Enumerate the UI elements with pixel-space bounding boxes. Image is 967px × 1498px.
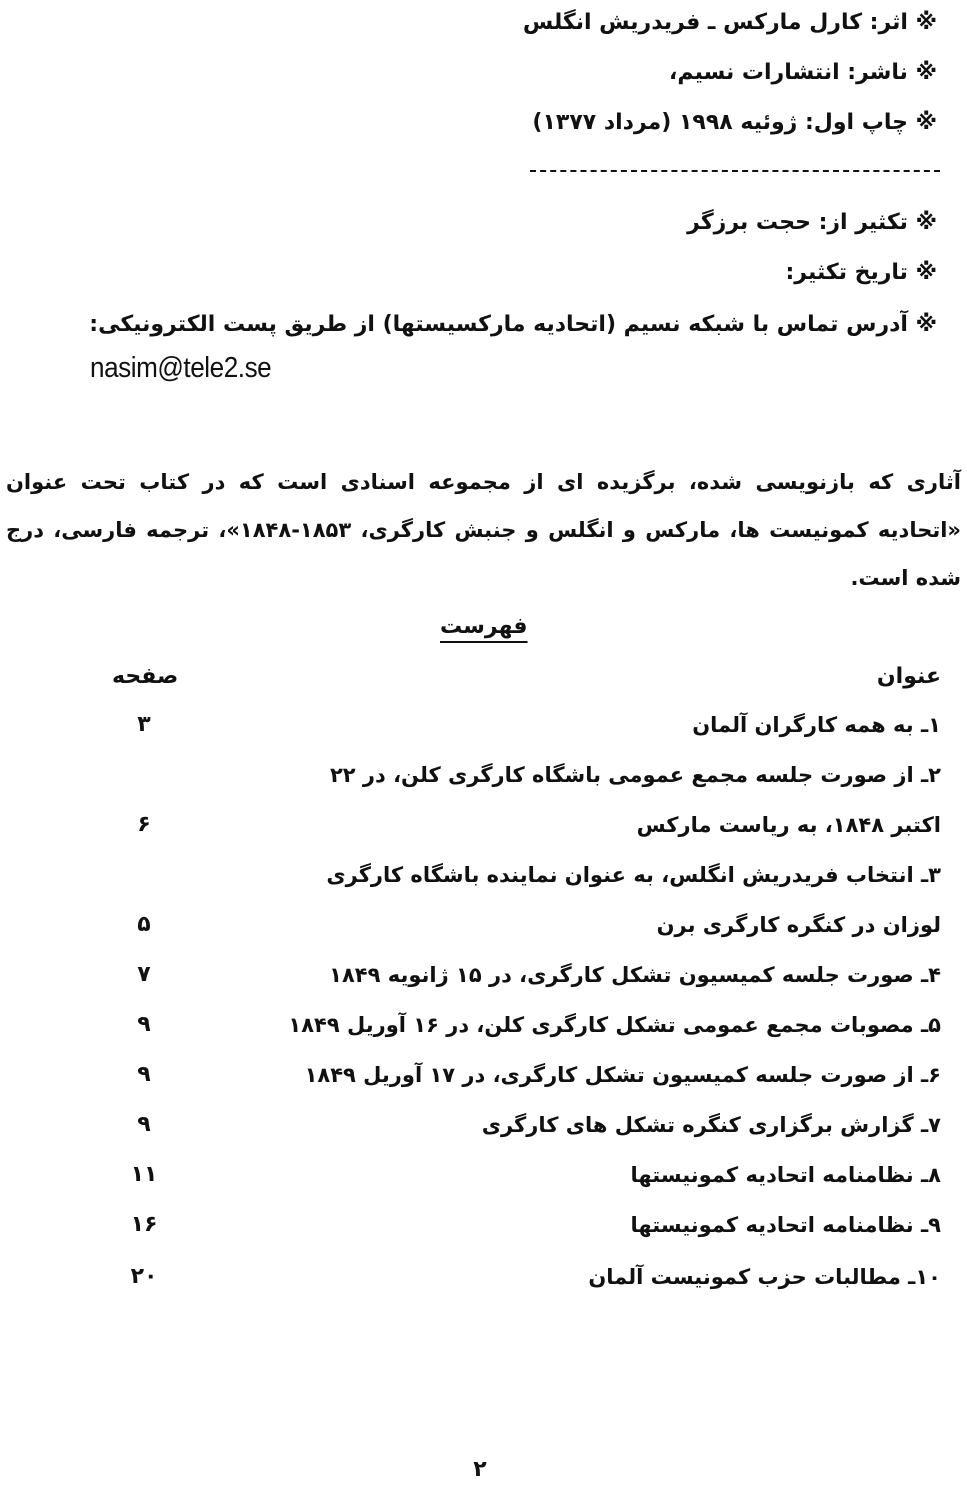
author-line: ※ اثر: کارل مارکس ـ فریدریش انگلس	[522, 10, 937, 35]
toc-entry-page: ۱۱	[130, 1162, 158, 1187]
toc-entry-page: ۳	[137, 712, 151, 737]
toc-entry-title: ۳ـ انتخاب فریدریش انگلس، به عنوان نماینده باشگاه کارگری	[326, 863, 941, 887]
toc-header-page: صفحه	[112, 664, 179, 689]
toc-entry-title: ۹ـ نظامنامه اتحادیه کمونیستها	[630, 1213, 941, 1237]
toc-entry[interactable]	[0, 860, 967, 960]
toc-entry[interactable]	[0, 960, 967, 1010]
toc-entry-page: ۱۶	[130, 1212, 158, 1237]
toc-entry[interactable]	[0, 1160, 967, 1210]
toc-entry-page: ۷	[137, 962, 151, 987]
toc-entry[interactable]	[0, 710, 967, 760]
toc-entry-page: ۵	[137, 912, 151, 937]
toc-entry-page: ۹	[137, 1012, 151, 1037]
toc-entry-title: ۴ـ صورت جلسه کمیسیون تشکل کارگری، در ۱۵ ژانویه ۱۸۴۹	[329, 963, 941, 987]
toc-entry[interactable]	[0, 1060, 967, 1110]
toc-entry-page: ۶	[137, 812, 151, 837]
toc-entry[interactable]	[0, 1262, 967, 1312]
copy-date-line: ※ تاریخ تکثیر:	[785, 260, 937, 285]
page-number: ۲	[473, 1457, 487, 1482]
toc-title: فهرست	[440, 614, 528, 639]
intro-paragraph: آثاری که بازنویسی شده، برگزیده ای از مجموعه اسنادی است که در کتاب تحت عنوان «اتحادیه کمونیست ها، مارکس و انگلس و جنبش کارگری، ۱۸۵۳-۱۸۴۸»، ترجمه فارسی، درج شده است.	[6, 470, 961, 590]
toc-entry[interactable]	[0, 1210, 967, 1260]
copier-line: ※ تکثیر از: حجت برزگر	[687, 210, 937, 235]
toc-entry-title-cont: لوزان در کنگره کارگری برن	[656, 913, 941, 937]
publisher-line: ※ ناشر: انتشارات نسیم،	[669, 60, 937, 85]
toc-entry-title: ۸ـ نظامنامه اتحادیه کمونیستها	[630, 1163, 941, 1187]
toc-entry[interactable]	[0, 1010, 967, 1060]
toc-entry[interactable]	[0, 760, 967, 860]
toc-entry-title: ۲ـ از صورت جلسه مجمع عمومی باشگاه کارگری کلن، در ۲۲	[329, 763, 941, 787]
contact-line: ※ آدرس تماس با شبکه نسیم (اتحادیه مارکسیستها) از طریق پست الکترونیکی:	[89, 312, 937, 337]
toc-entry-title: ۱ـ به همه کارگران آلمان	[692, 713, 941, 737]
contact-email[interactable]: nasim@tele2.se	[90, 352, 272, 384]
toc-entry-page: ۹	[137, 1112, 151, 1137]
toc-entry-title: ۵ـ مصوبات مجمع عمومی تشکل کارگری کلن، در ۱۶ آوریل ۱۸۴۹	[288, 1013, 941, 1037]
toc-entry[interactable]	[0, 1110, 967, 1160]
toc-entry-page: ۹	[137, 1062, 151, 1087]
toc-entry-title-cont: اکتبر ۱۸۴۸، به ریاست مارکس	[636, 813, 941, 837]
edition-line: ※ چاپ اول: ژوئیه ۱۹۹۸ (مرداد ۱۳۷۷)	[532, 110, 937, 135]
toc-entry-title: ۶ـ از صورت جلسه کمیسیون تشکل کارگری، در ۱۷ آوریل ۱۸۴۹	[304, 1063, 941, 1087]
toc-entry-title: ۷ـ گزارش برگزاری کنگره تشکل های کارگری	[481, 1113, 941, 1137]
toc-entry-page: ۲۰	[130, 1264, 158, 1289]
toc-header-title: عنوان	[876, 664, 941, 689]
separator-dashes	[530, 170, 940, 172]
toc-entry-title: ۱۰ـ مطالبات حزب کمونیست آلمان	[588, 1265, 941, 1289]
